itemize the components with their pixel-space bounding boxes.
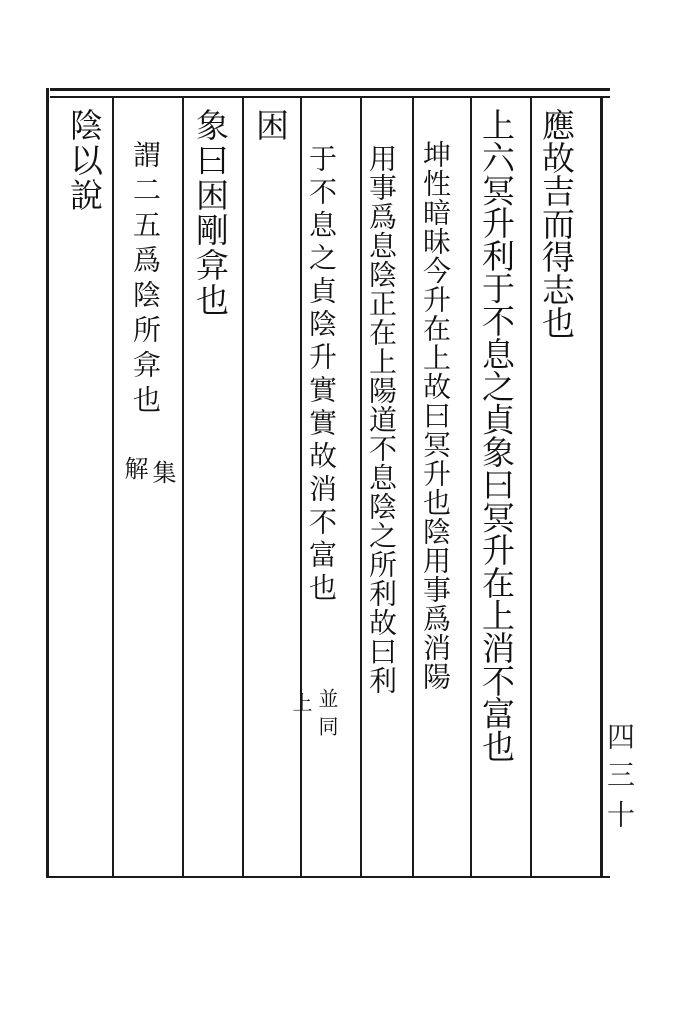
column-divider bbox=[182, 96, 184, 876]
text-column-3: 坤性暗昧今升在上故曰冥升也陰用事爲消陽 bbox=[419, 140, 452, 691]
column-divider bbox=[112, 96, 114, 876]
note-ji: 集 bbox=[148, 460, 176, 484]
text-column-2: 上六冥升利于不息之貞象曰冥升在上消不富也 bbox=[477, 108, 516, 763]
fold-line bbox=[600, 96, 603, 876]
column-divider bbox=[530, 96, 532, 876]
column-divider bbox=[360, 96, 362, 876]
note-shang: 上 bbox=[289, 692, 313, 712]
column-divider bbox=[470, 96, 472, 876]
fold-mark-2: 三 bbox=[603, 760, 636, 788]
text-column-9: 陰以說 bbox=[65, 108, 104, 213]
text-column-5: 于不息之貞陰升實實故消不富也 bbox=[305, 144, 338, 606]
column-divider bbox=[412, 96, 414, 876]
left-border-rule bbox=[46, 88, 49, 878]
fold-mark-3: 十 bbox=[603, 800, 636, 828]
top-inner-rule bbox=[50, 96, 610, 98]
note-tong: 同 bbox=[315, 716, 339, 736]
text-column-4: 用事爲息陰正在上陽道不息陰之所利故曰利 bbox=[365, 144, 398, 695]
note-jie: 解 bbox=[120, 456, 148, 480]
fold-mark-1: 四 bbox=[603, 722, 636, 750]
text-column-7: 象曰困剛弇也 bbox=[191, 108, 230, 318]
column-divider bbox=[300, 96, 302, 876]
column-divider bbox=[242, 96, 244, 876]
top-border-rule bbox=[50, 88, 610, 91]
bottom-border-rule bbox=[46, 876, 610, 878]
text-column-1: 應故吉而得志也 bbox=[537, 108, 576, 339]
text-column-8: 謂二五爲陰所弇也 bbox=[129, 140, 162, 420]
text-column-6: 困 bbox=[251, 108, 290, 141]
note-bing: 並 bbox=[315, 688, 339, 708]
